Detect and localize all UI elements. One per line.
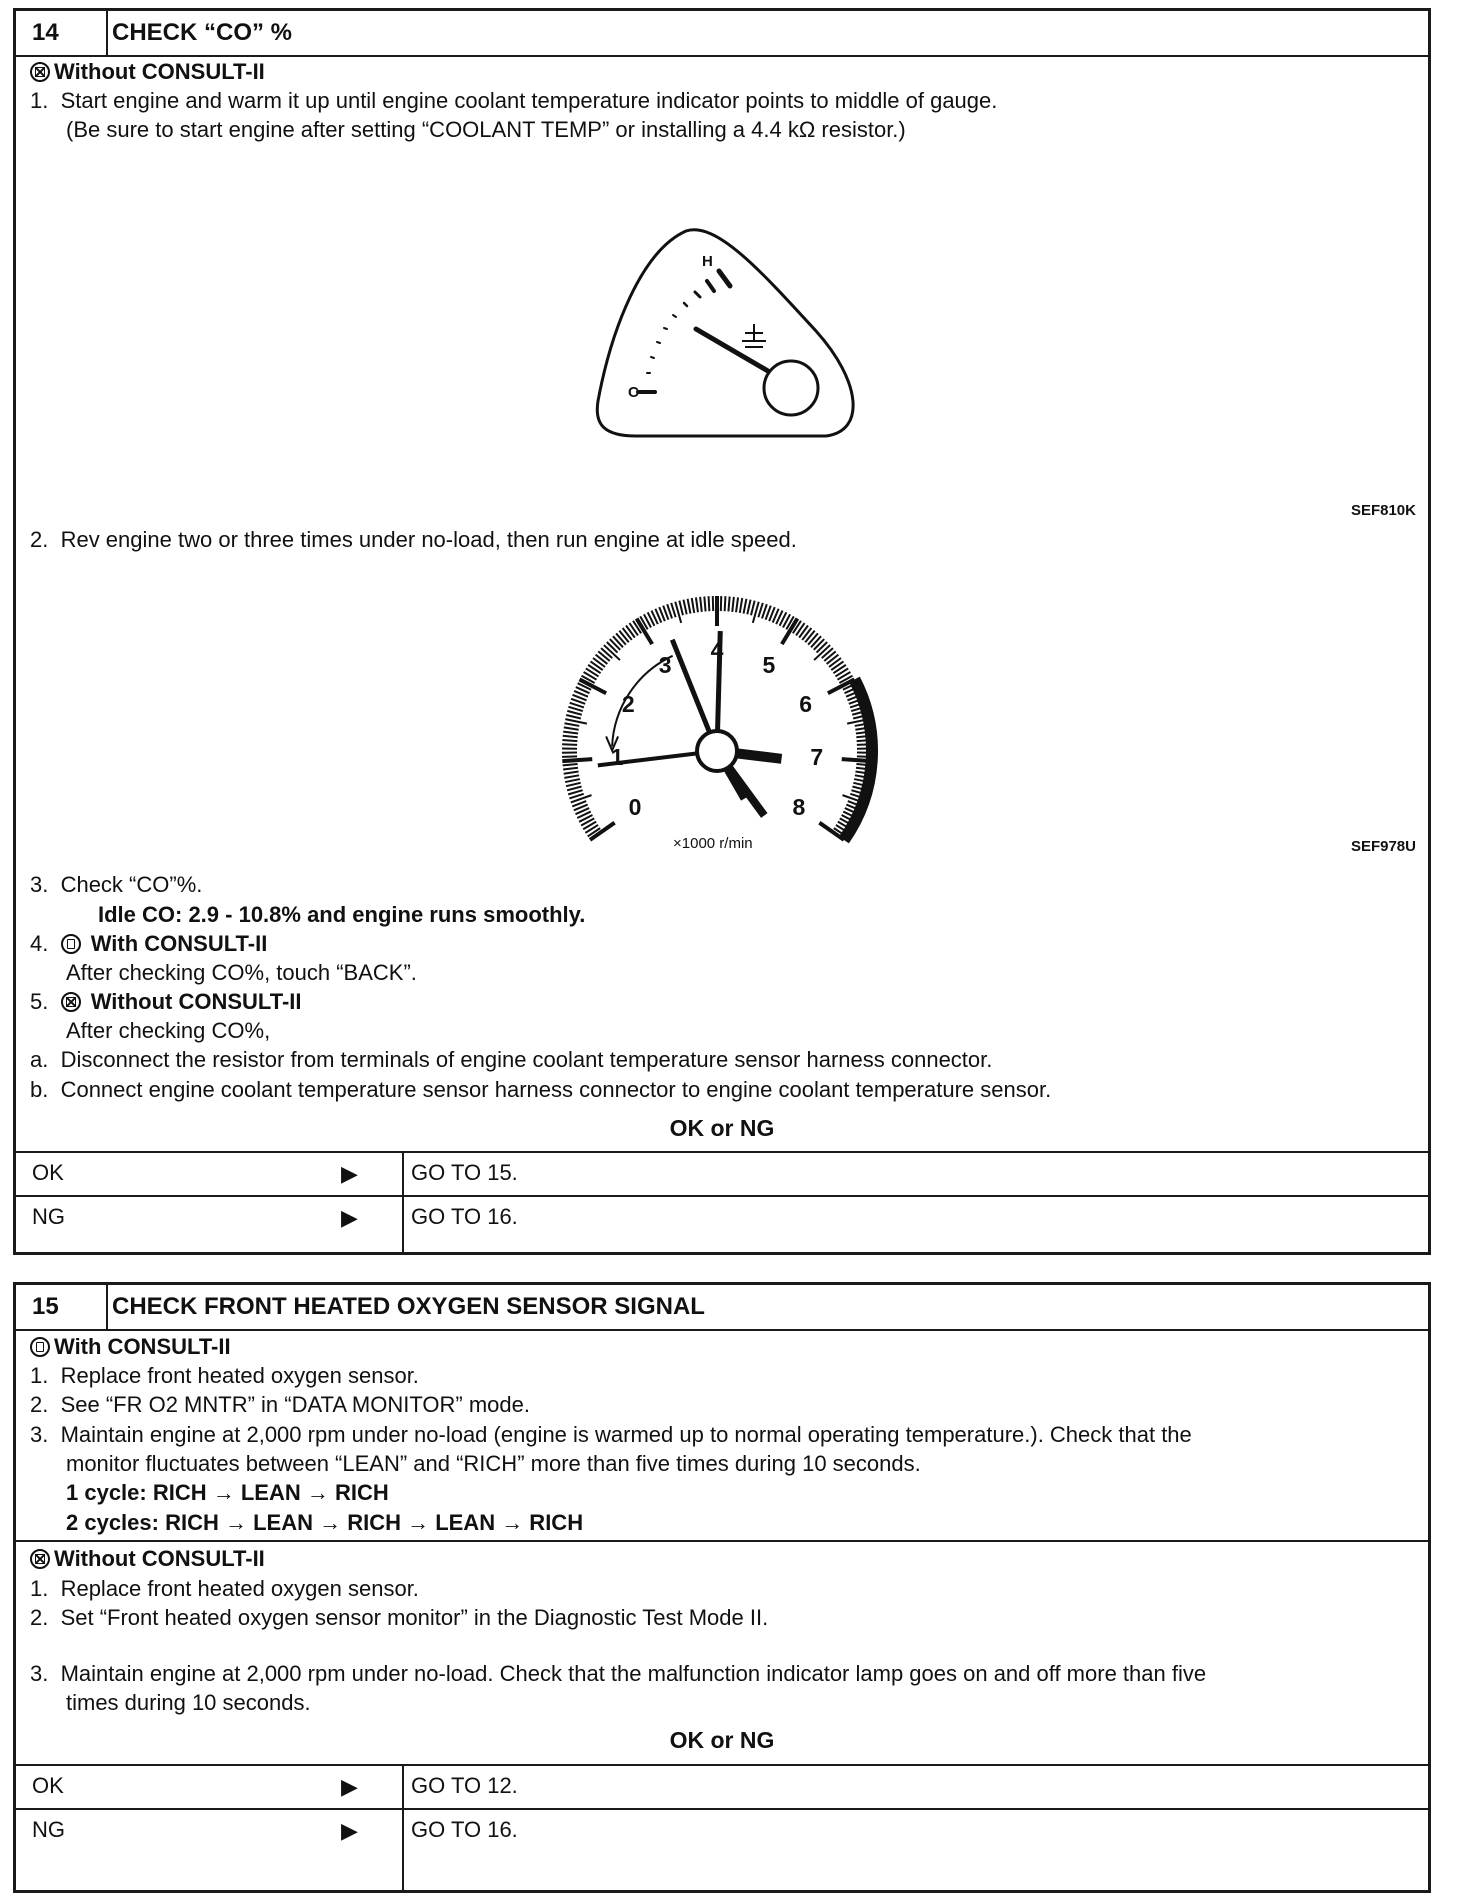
tach-tick <box>824 651 835 661</box>
no-consult-icon <box>30 1549 50 1569</box>
consult-step-3-cont: monitor fluctuates between “LEAN” and “RICH” more than five times during 10 seconds. <box>66 1451 921 1476</box>
instruction-5 <box>30 989 302 1015</box>
tach-label-2: 2 <box>621 690 635 717</box>
tach-hub <box>697 731 737 771</box>
consult-step-3: 3. Maintain engine at 2,000 rpm under no-load (engine is warmed up to normal operating temperature.). Check that the <box>30 1422 1192 1447</box>
with-consult-label: With CONSULT-II <box>90 931 268 956</box>
idle-co-spec: Idle CO: 2.9 - 10.8% and engine runs smoothly. <box>98 902 586 927</box>
tach-tick <box>562 756 577 757</box>
tach-tick <box>563 732 578 734</box>
consult-icon <box>61 934 81 954</box>
consult-step-2: 2. See “FR O2 MNTR” in “DATA MONITOR” mode. <box>30 1392 530 1417</box>
tach-tick <box>700 597 702 612</box>
step-title: CHECK “CO” % <box>112 19 293 46</box>
instruction-1-note: (Be sure to start engine after setting “COOLANT TEMP” or installing a 4.4 kΩ resistor.) <box>66 117 906 142</box>
tach-tick <box>688 599 691 614</box>
tach-tick <box>740 598 742 613</box>
tach-tick <box>811 636 821 647</box>
ok-or-ng-heading: OK or NG <box>669 1727 775 1753</box>
step-15-header <box>16 1285 1428 1331</box>
tach-tick <box>564 772 579 774</box>
tach-tick <box>566 783 581 786</box>
tach-tick <box>704 597 705 612</box>
tach-tick <box>613 636 623 647</box>
tach-label-8: 8 <box>792 794 806 821</box>
step-number: 15 <box>16 1285 108 1329</box>
tach-tick <box>683 600 686 615</box>
tach-tick <box>736 597 738 612</box>
tach-label-5: 5 <box>762 651 776 678</box>
tach-tick <box>747 600 750 615</box>
instruction-1: 1. Start engine and warm it up until engine coolant temperature indicator points to middle of gauge. <box>30 88 998 113</box>
manual-step-2: 2. Set “Front heated oxygen sensor monitor” in the Diagnostic Test Mode II. <box>30 1605 769 1630</box>
arrow-right-icon: ▶ <box>341 1205 358 1230</box>
tach-tick <box>692 598 694 613</box>
tach-tick <box>562 759 592 761</box>
arrow-right-icon: ▶ <box>341 1161 358 1186</box>
arrow-right-icon: ▶ <box>341 1818 358 1843</box>
tachometer-unit: ×1000 r/min <box>673 835 753 852</box>
with-consult-heading <box>30 1334 231 1360</box>
instruction-number: 4. <box>30 931 49 956</box>
tach-tick <box>565 719 587 724</box>
instruction-number: 5. <box>30 989 49 1014</box>
consult-icon <box>30 1337 50 1357</box>
arrow-right-icon: ▶ <box>341 1774 358 1799</box>
tach-tick <box>596 655 608 664</box>
figure-code: SEF978U <box>1350 838 1416 855</box>
tach-tick <box>564 727 579 729</box>
go-to-link[interactable]: GO TO 16. <box>411 1817 518 1842</box>
result-row-ng <box>16 1809 1428 1851</box>
tach-tick <box>563 764 578 765</box>
step-15-block <box>13 1282 1431 1893</box>
tach-tick <box>616 633 626 644</box>
tach-tick <box>744 599 747 614</box>
step-title: CHECK FRONT HEATED OXYGEN SENSOR SIGNAL <box>112 1293 705 1320</box>
result-label: OK <box>32 1160 64 1185</box>
instruction-5-text: After checking CO%, <box>66 1018 271 1043</box>
tach-tick <box>802 628 811 640</box>
go-to-link[interactable]: GO TO 15. <box>411 1160 518 1185</box>
gauge-hot-label: H <box>702 253 713 270</box>
tach-tick <box>696 597 698 612</box>
go-to-link[interactable]: GO TO 12. <box>411 1773 518 1798</box>
with-consult-label: With CONSULT-II <box>54 1334 231 1359</box>
tach-tick <box>623 628 632 640</box>
tach-tick <box>568 707 582 711</box>
tach-label-7: 7 <box>810 743 824 770</box>
tach-tick <box>563 736 578 737</box>
consult-step-1: 1. Replace front heated oxygen sensor. <box>30 1363 419 1388</box>
tach-tick <box>679 601 683 616</box>
figure-code: SEF810K <box>1350 502 1416 519</box>
without-consult-label: Without CONSULT-II <box>54 59 265 84</box>
step-number: 14 <box>16 11 108 55</box>
go-to-link[interactable]: GO TO 16. <box>411 1204 518 1229</box>
gauge-cold-label: C <box>628 384 639 401</box>
tach-tick <box>565 723 580 726</box>
instruction-4-text: After checking CO%, touch “BACK”. <box>66 960 417 985</box>
tach-tick <box>732 597 734 612</box>
instruction-a: a. Disconnect the resistor from terminals of engine coolant temperature sensor harness connector. <box>30 1047 993 1072</box>
instruction-2: 2. Rev engine two or three times under no-load, then run engine at idle speed. <box>30 527 797 552</box>
result-label: OK <box>32 1773 64 1798</box>
instruction-3: 3. Check “CO”%. <box>30 872 203 897</box>
tach-tick <box>808 633 818 644</box>
tach-tick <box>751 601 755 616</box>
tach-label-1: 1 <box>610 743 624 770</box>
tach-tick <box>822 648 833 658</box>
result-row-ok <box>16 1152 1428 1194</box>
instruction-4 <box>30 931 267 957</box>
without-consult-label: Without CONSULT-II <box>90 989 302 1014</box>
tach-tick <box>565 779 580 782</box>
tach-tick <box>568 790 582 794</box>
manual-step-3-cont: times during 10 seconds. <box>66 1690 311 1715</box>
without-consult-label: Without CONSULT-II <box>54 1546 265 1571</box>
tach-tick <box>562 740 577 741</box>
tach-tick <box>601 648 612 658</box>
without-consult-heading <box>30 1546 265 1572</box>
tach-tick <box>610 639 620 650</box>
tach-tick <box>598 651 609 661</box>
tach-tick <box>709 596 710 611</box>
manual-step-1: 1. Replace front heated oxygen sensor. <box>30 1576 419 1601</box>
tach-tick <box>817 642 828 653</box>
tach-tick <box>827 655 839 664</box>
tach-tick <box>814 639 824 650</box>
tach-tick <box>619 631 628 643</box>
result-label: NG <box>32 1817 65 1842</box>
tach-tick <box>567 711 581 715</box>
tach-label-4: 4 <box>710 637 724 663</box>
cycle-2-spec: 2 cycles: RICH → LEAN → RICH → LEAN → RICH <box>66 1510 584 1535</box>
tach-tick <box>725 596 726 611</box>
tach-label-0: 0 <box>628 794 642 821</box>
instruction-b: b. Connect engine coolant temperature sensor harness connector to engine coolant temperature sensor. <box>30 1077 1052 1102</box>
result-label: NG <box>32 1204 65 1229</box>
tach-label-6: 6 <box>799 690 813 717</box>
tach-tick <box>566 715 581 718</box>
manual-step-3: 3. Maintain engine at 2,000 rpm under no-load. Check that the malfunction indicator lamp goes on and off more than five <box>30 1661 1207 1686</box>
tach-tick <box>563 768 578 770</box>
tach-tick <box>567 786 582 790</box>
ok-or-ng-heading: OK or NG <box>669 1115 775 1141</box>
cycle-1-spec: 1 cycle: RICH → LEAN → RICH <box>66 1480 389 1505</box>
no-consult-icon <box>61 992 81 1012</box>
result-row-ok <box>16 1765 1428 1807</box>
tach-tick <box>564 775 579 778</box>
tach-tick <box>805 631 814 643</box>
tach-label-3: 3 <box>658 651 672 678</box>
tach-tick <box>728 597 729 612</box>
tach-tick <box>562 744 577 745</box>
step-14-block <box>13 8 1431 1255</box>
tach-tick <box>607 642 618 653</box>
result-row-ng <box>16 1196 1428 1238</box>
